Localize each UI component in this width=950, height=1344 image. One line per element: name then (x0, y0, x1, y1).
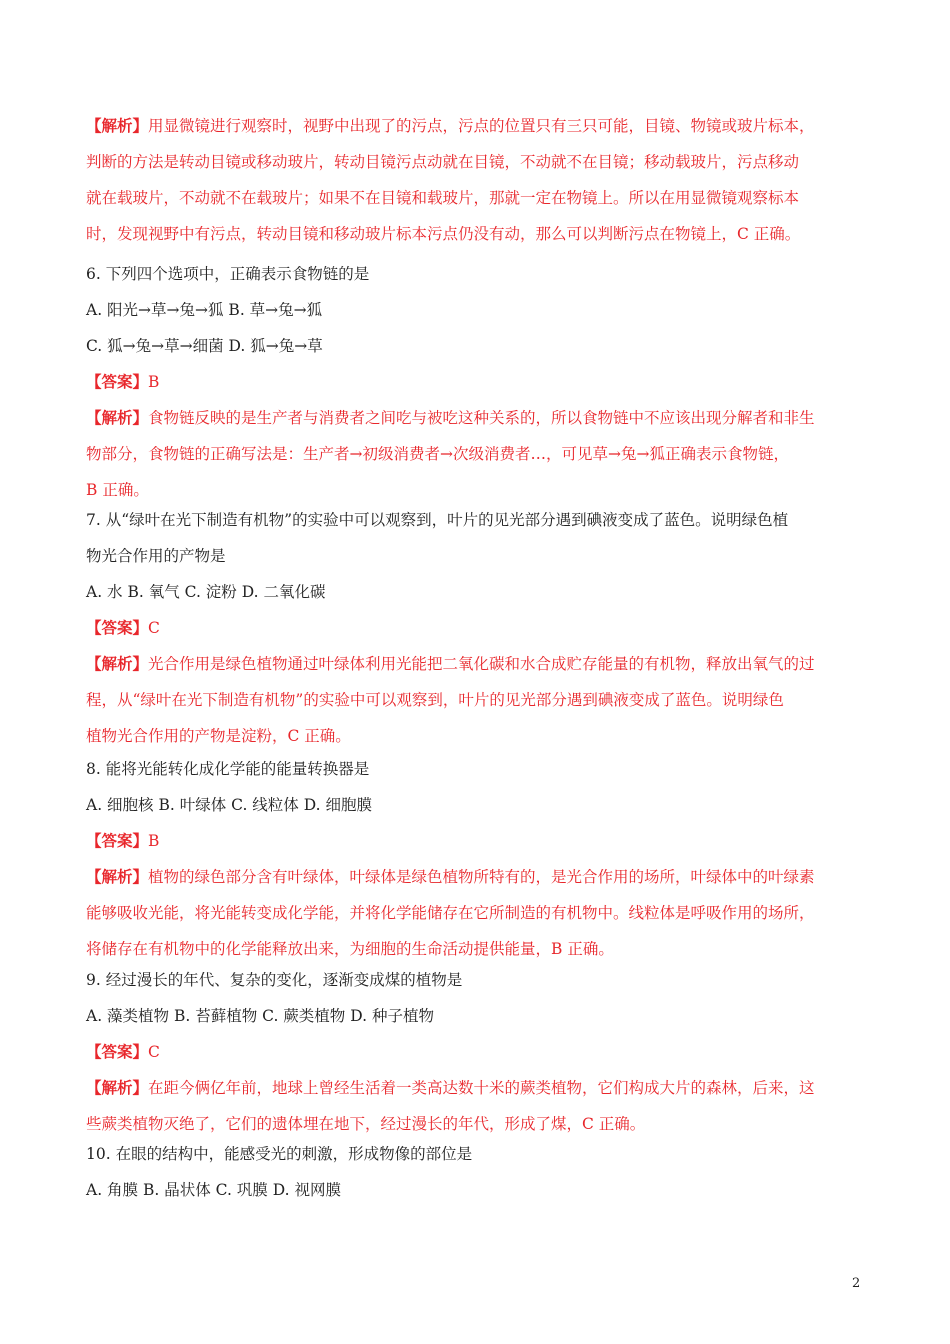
question-options: C. 狐→兔→草→细菌 D. 狐→兔→草 (86, 337, 323, 355)
question-7 (86, 502, 876, 754)
explanation-line: 能够吸收光能，将光能转变成化学能，并将化学能储存在它所制造的有机物中。线粒体是呼吸作用的场所， (86, 904, 815, 922)
explanation-line: 判断的方法是转动目镜或移动玻片，转动目镜污点动就在目镜，不动就不在目镜；移动载玻片，污点移动 (86, 153, 800, 171)
explanation-line: 【解析】用显微镜进行观察时，视野中出现了的污点，污点的位置只有三只可能，目镜、物镜或玻片标本， (86, 116, 815, 135)
answer-line (86, 1034, 876, 1070)
question-stem: 物光合作用的产物是 (86, 547, 226, 565)
explanation-tag: 【解析】 (86, 116, 149, 135)
explanation-line: 物部分，食物链的正确写法是：生产者→初级消费者→次级消费者…，可见草→兔→狐正确表示食物链， (86, 445, 789, 463)
explanation-line: 时，发现视野中有污点，转动目镜和移动玻片标本污点仍没有动，那么可以判断污点在物镜上，C 正确。 (86, 225, 801, 243)
question-stem: 8. 能将光能转化成化学能的能量转换器是 (86, 760, 370, 778)
answer-line (86, 364, 876, 400)
explanation-tag: 【解析】 (86, 1078, 149, 1097)
explanation-line: 将储存在有机物中的化学能释放出来，为细胞的生命活动提供能量，B 正确。 (86, 940, 614, 958)
explanation-line: 就在载玻片，不动就不在载玻片；如果不在目镜和载玻片，那就一定在物镜上。所以在用显微镜观察标本 (86, 189, 800, 207)
explanation-line: B 正确。 (86, 481, 149, 499)
answer-value: B (148, 832, 160, 850)
page-number: 2 (852, 1276, 861, 1291)
answer-tag: 【答案】 (86, 372, 149, 391)
question-stem: 6. 下列四个选项中，正确表示食物链的是 (86, 265, 370, 283)
question-options: A. 角膜 B. 晶状体 C. 巩膜 D. 视网膜 (86, 1181, 341, 1199)
explanation-line: 些蕨类植物灭绝了，它们的遗体埋在地下，经过漫长的年代，形成了煤，C 正确。 (86, 1115, 646, 1133)
question-options: A. 藻类植物 B. 苔藓植物 C. 蕨类植物 D. 种子植物 (86, 1007, 434, 1025)
explanation-tag: 【解析】 (86, 408, 149, 427)
question-options: A. 阳光→草→兔→狐 B. 草→兔→狐 (86, 301, 323, 319)
question-options: A. 水 B. 氧气 C. 淀粉 D. 二氧化碳 (86, 583, 326, 601)
explanation-tag: 【解析】 (86, 654, 149, 673)
question-9 (86, 962, 876, 1142)
answer-value: C (148, 1043, 160, 1061)
answer-line (86, 823, 876, 859)
explanation-line: 【解析】食物链反映的是生产者与消费者之间吃与被吃这种关系的，所以食物链中不应该出现分解者和非生 (86, 408, 815, 427)
explanation-q5 (86, 108, 876, 252)
explanation-line: 植物光合作用的产物是淀粉，C 正确。 (86, 727, 351, 745)
explanation-line: 【解析】在距今俩亿年前，地球上曾经生活着一类高达数十米的蕨类植物，它们构成大片的森林，后来，这 (86, 1078, 815, 1097)
question-stem: 10. 在眼的结构中，能感受光的刺激，形成物像的部位是 (86, 1145, 473, 1163)
answer-line (86, 610, 876, 646)
question-10 (86, 1136, 876, 1208)
answer-value: C (148, 619, 160, 637)
question-options: A. 细胞核 B. 叶绿体 C. 线粒体 D. 细胞膜 (86, 796, 372, 814)
answer-tag: 【答案】 (86, 831, 149, 850)
explanation-line: 【解析】光合作用是绿色植物通过叶绿体利用光能把二氧化碳和水合成贮存能量的有机物，释放出氧气的过 (86, 654, 815, 673)
answer-tag: 【答案】 (86, 618, 149, 637)
explanation-line: 程，从“绿叶在光下制造有机物”的实验中可以观察到，叶片的见光部分遇到碘液变成了蓝色。说明绿色 (86, 691, 784, 709)
question-6 (86, 256, 876, 508)
answer-value: B (148, 373, 160, 391)
explanation-tag: 【解析】 (86, 867, 149, 886)
explanation-line: 【解析】植物的绿色部分含有叶绿体，叶绿体是绿色植物所特有的，是光合作用的场所，叶绿体中的叶绿素 (86, 867, 815, 886)
question-8 (86, 751, 876, 967)
question-stem: 9. 经过漫长的年代、复杂的变化，逐渐变成煤的植物是 (86, 971, 463, 989)
answer-tag: 【答案】 (86, 1042, 149, 1061)
question-stem: 7. 从“绿叶在光下制造有机物”的实验中可以观察到，叶片的见光部分遇到碘液变成了蓝色。说明绿色植 (86, 511, 789, 529)
